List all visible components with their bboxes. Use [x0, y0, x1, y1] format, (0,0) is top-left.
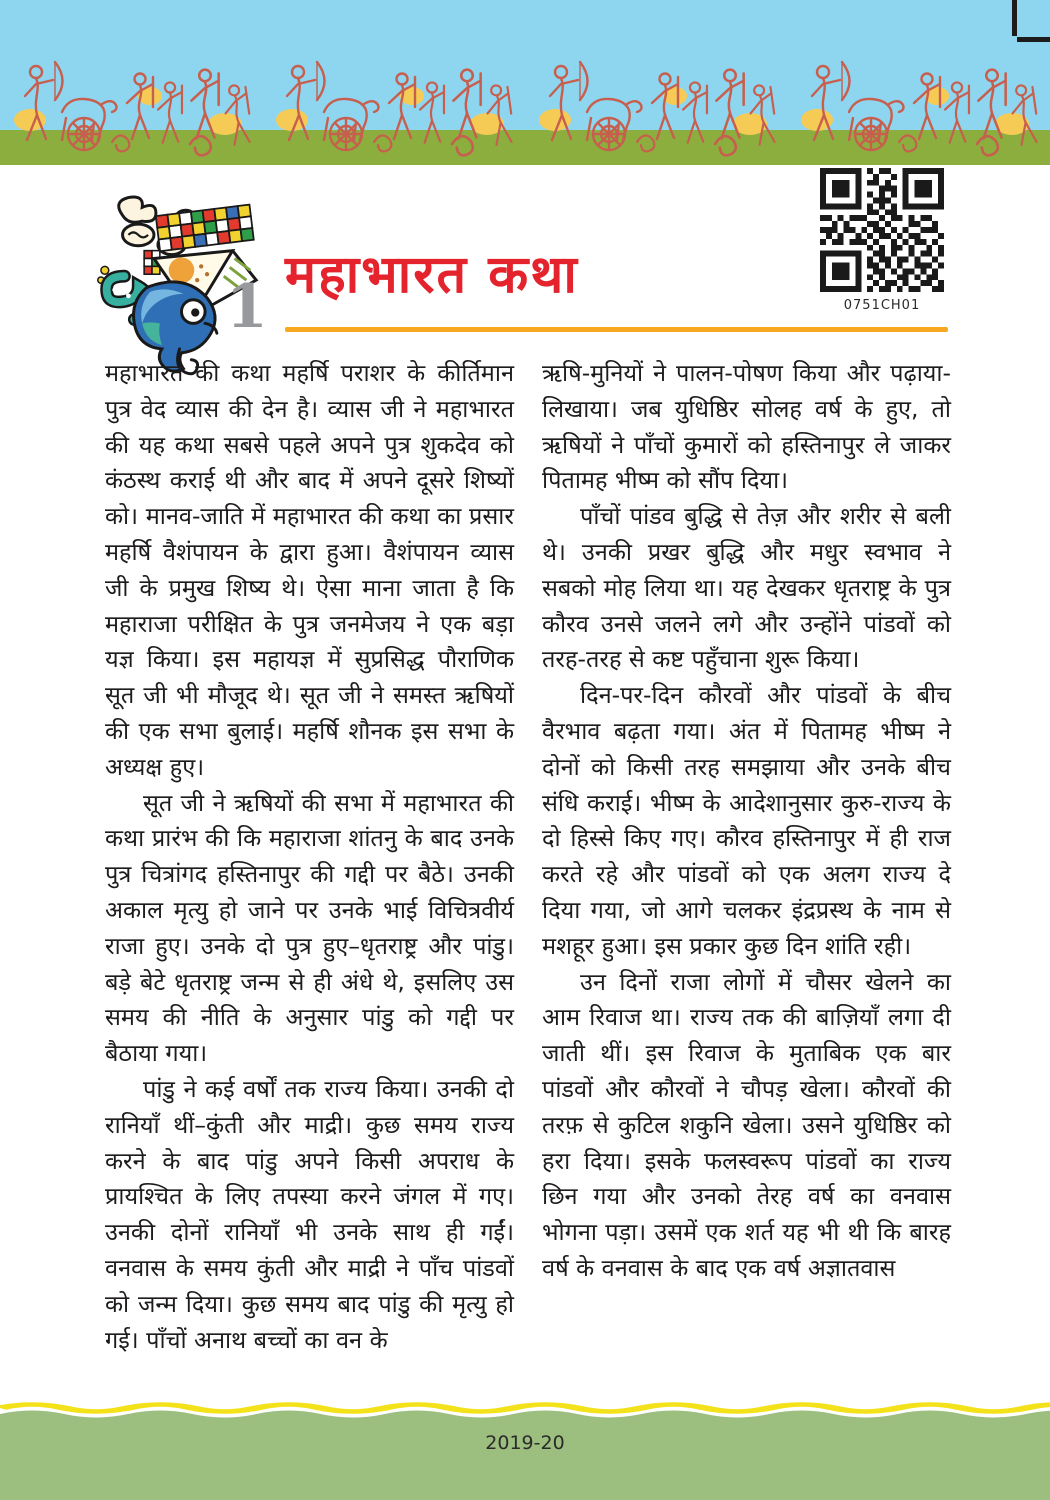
paragraph: दिन-पर-दिन कौरवों और पांडवों के बीच वैरभाव बढ़ता गया। अंत में पितामह भीष्म ने दोनों को किसी तरह समझाया और उनके बीच संधि कराई। भीष्म के आदेशानुसार कुरु-राज्य के दो हिस्से किए गए। कौरव हस्तिनापुर में ही राज करते रहे और पांडवों को एक अलग राज्य दे दिया गया, जो आगे चलकर इंद्रप्रस्थ के नाम से मशहूर हुआ। इस प्रकार कुछ दिन शांति रही। — [542, 681, 951, 960]
paragraph: पांडु ने कई वर्षों तक राज्य किया। उनकी दो रानियाँ थीं–कुंती और माद्री। कुछ समय राज्य करने के बाद पांडु अपने किसी अपराध के प्रायश्चित के लिए तपस्या करने जंगल में गए। उनकी दोनों रानियाँ भी उनके साथ ही गईं। वनवास के समय कुंती और माद्री ने पाँच पांडवों को जन्म दिया। कुछ समय बाद पांडु की मृत्यु हो गई। पाँचों अनाथ बच्चों का वन के — [105, 1074, 514, 1354]
chapter-header — [0, 165, 1050, 360]
footer-wave-decoration — [0, 1398, 1050, 1422]
paragraph: ऋषि-मुनियों ने पालन-पोषण किया और पढ़ाया-लिखाया। जब युधिष्ठिर सोलह वर्ष के हुए, तो ऋषियों ने पाँचों कुमारों को हस्तिनापुर ले जाकर पितामह भीष्म को सौंप दिया। — [542, 359, 951, 495]
paragraph: उन दिनों राजा लोगों में चौसर खेलने का आम रिवाज था। राज्य तक की बाज़ियाँ लगा दी जाती थीं। इस रिवाज के मुताबिक एक बार पांडवों और कौरवों ने चौपड़ खेला। कौरवों की तरफ़ से कुटिल शकुनि खेला। उसने युधिष्ठिर को हरा दिया। इसके फलस्वरूप पांडवों का राज्य छिन गया और उनको तेरह वर्ष का वनवास भोगना पड़ा। उसमें एक शर्त यह भी थी कि बारह वर्ष के वनवास के बाद एक वर्ष अज्ञातवास — [542, 967, 951, 1282]
left-column — [105, 356, 514, 1358]
right-column — [542, 356, 951, 1358]
qr-code — [820, 168, 944, 292]
corner-mark-top-right — [1017, 37, 1050, 42]
battle-frieze-illustration — [0, 0, 1050, 165]
page-title: महाभारत कथा — [285, 245, 579, 305]
paragraph: पाँचों पांडव बुद्धि से तेज़ और शरीर से बली थे। उनकी प्रखर बुद्धि और मधुर स्वभाव ने सबको मोह लिया था। यह देखकर धृतराष्ट्र के पुत्र कौरव उनसे जलने लगे और उन्होंने पांडवों को तरह-तरह से कष्ट पहुँचाना शुरू किया। — [542, 502, 951, 674]
title-underline — [285, 327, 948, 332]
qr-code-label: 0751CH01 — [843, 298, 921, 313]
qr-block — [820, 168, 944, 313]
corner-mark-top-right — [1012, 0, 1017, 36]
paragraph: सूत जी ने ऋषियों की सभा में महाभारत की कथा प्रारंभ की कि महाराजा शांतनु के बाद उनके पुत्र चित्रांगद हस्तिनापुर की गद्दी पर बैठे। उनकी अकाल मृत्यु हो जाने पर उनके भाई विचित्रवीर्य राजा हुए। उनके दो पुत्र हुए–धृतराष्ट्र और पांडु। बड़े बेटे धृतराष्ट्र जन्म से ही अंधे थे, इसलिए उस समय की नीति के अनुसार पांडु को गद्दी पर बैठाया गया। — [105, 788, 514, 1068]
chapter-number: 1 — [226, 272, 268, 342]
body-text — [105, 356, 951, 1358]
paragraph: महाभारत की कथा महर्षि पराशर के कीर्तिमान पुत्र वेद व्यास की देन है। व्यास जी ने महाभारत की यह कथा सबसे पहले अपने पुत्र शुकदेव को कंठस्थ कराई थी और बाद में अपने दूसरे शिष्यों को। मानव-जाति में महाभारत की कथा का प्रसार महर्षि वैशंपायन के द्वारा हुआ। वैशंपायन व्यास जी के प्रमुख शिष्य थे। ऐसा माना जाता है कि महाराजा परीक्षित के पुत्र जनमेजय ने एक बड़ा यज्ञ किया। इस महायज्ञ में सुप्रसिद्ध पौराणिक सूत जी भी मौजूद थे। सूत जी ने समस्त ऋषियों की एक सभा बुलाई। महर्षि शौनक इस सभा के अध्यक्ष हुए। — [105, 359, 514, 781]
footer-year: 2019-20 — [485, 1432, 565, 1454]
